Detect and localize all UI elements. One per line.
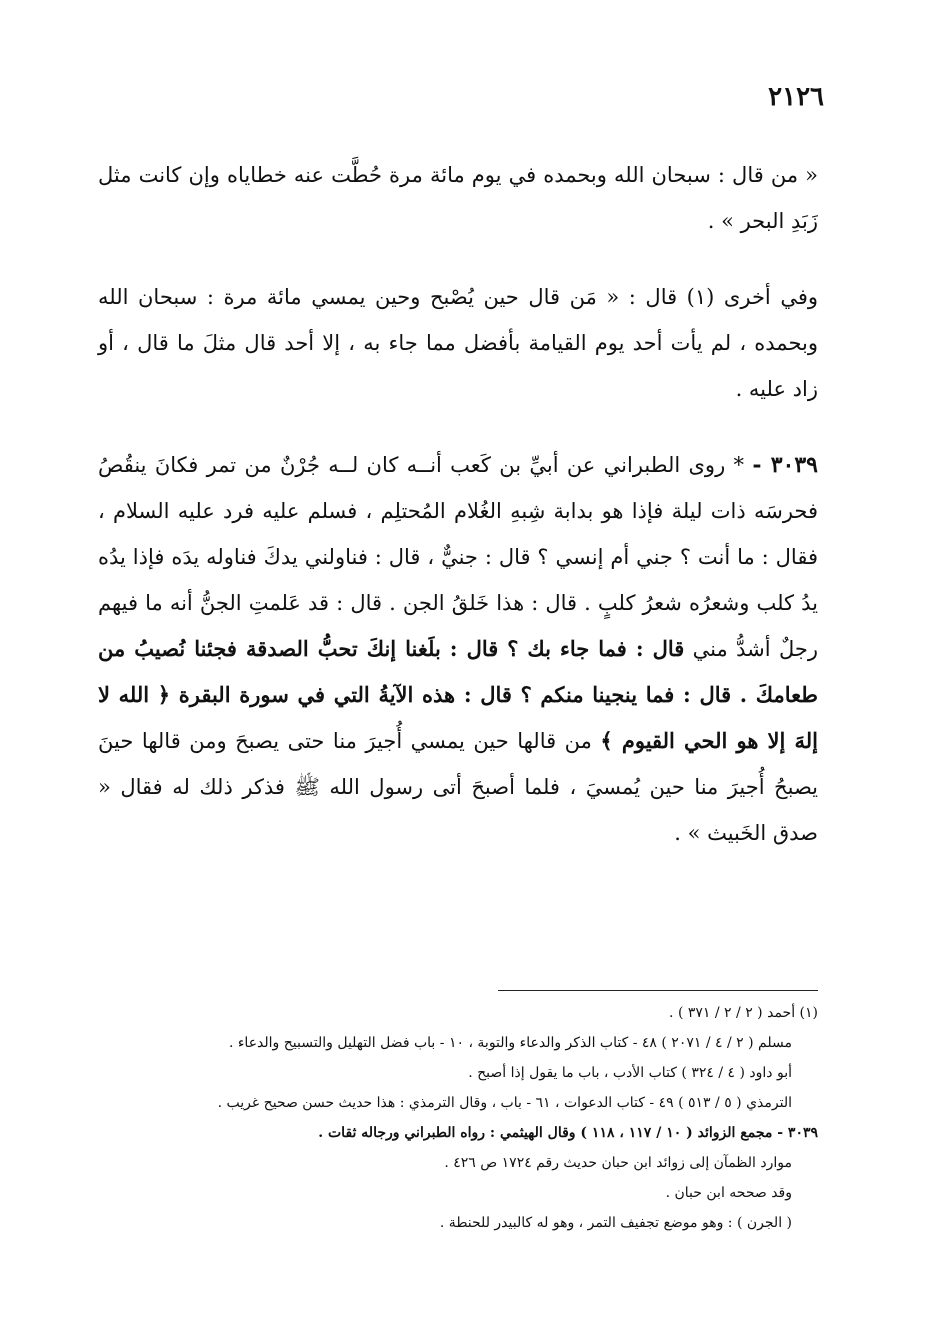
footnote-line: أبو داود ( ٤ / ٣٢٤ ) كتاب الأدب ، باب ما يقول إذا أصبح .: [468, 1065, 792, 1081]
main-text: [98, 152, 818, 856]
footnote-line: مسلم ( ٢ / ٤ / ٢٠٧١ ) ٤٨ - كتاب الذكر والدعاء والتوبة ، ١٠ - باب فضل التهليل والتسبيح والدعاء .: [228, 1035, 792, 1051]
footnote-line: ( الجرن ) : وهو موضع تجفيف التمر ، وهو له كالبيدر للحنطة .: [439, 1215, 792, 1231]
hadith-number: ٣٠٣٩ -: [752, 452, 818, 478]
footnotes: [98, 998, 818, 1238]
paragraph-gap: [98, 412, 818, 442]
paragraph-2: وفي أخرى (١) قال : « مَن قال حين يُصْبح وحين يمسي مائة مرة : سبحان الله وبحمده ، لم يأت أحد يوم القيامة بأفضل مما جاء به ، إلا أحد قال مثلَ ما قال ، أو زاد عليه .: [98, 285, 819, 401]
paragraph-3: [98, 442, 818, 856]
footnote-line: (١) أحمد ( ٢ / ٢ / ٣٧١ ) .: [669, 1005, 818, 1021]
footnote-divider: [498, 990, 818, 991]
footnote-line: ٣٠٣٩ - مجمع الزوائد ( ١٠ / ١١٧ ، ١١٨ ) وقال الهيثمي : رواه الطبراني ورجاله ثقات .: [318, 1125, 818, 1141]
paragraph-gap: [98, 244, 818, 274]
paragraph-3-bold-text: قال : فما جاء بك ؟ قال : بلَغنا إنكَ تحبُّ الصدقة فجئنا نُصيبُ من طعامكَ . قال : فما ينجينا منكم ؟ قال : هذه الآيةُ التي في سورة البقرة ﴿ الله لا إلهَ إلا هو الحي القيوم ﴾: [98, 636, 818, 753]
footnote-line: موارد الظمآن إلى زوائد ابن حبان حديث رقم ١٧٢٤ ص ٤٢٦ .: [444, 1155, 792, 1171]
footnote-line: الترمذي ( ٥ / ٥١٣ ) ٤٩ - كتاب الدعوات ، ٦١ - باب ، وقال الترمذي : هذا حديث حسن صحيح غريب .: [217, 1095, 792, 1111]
paragraph-3-text-end: من قالها حين يمسي أُجيرَ منا حتى يصبحَ ومن قالها حينَ يصبحُ أُجيرَ منا حين يُمسيَ ، فلما أصبحَ أتى رسول الله ﷺ فذكر ذلك له فقال « صدق الخَبيث » .: [98, 729, 818, 845]
page-number: ٢١٢٦: [768, 82, 824, 112]
paragraph-3-text: * روى الطبراني عن أبيِّ بن كَعب أنــه كان لــه جُرْنٌ من تمر فكانَ ينقُصُ فحرسَه ذات ليلة فإذا هو بدابة شِبهِ الغُلام المُحتلِم ، فسلم عليه فرد عليه السلام ، فقال : ما أنت ؟ جني أم إنسي ؟ قال : جنيٌّ ، قال : فناولني يدكَ فناوله يدَه فإذا يدُه يدُ كلب وشعرُه شعرُ كلبٍ . قال : هذا خَلقُ الجن . قال : قد عَلمتِ الجنُّ أنه ما فيهم رجلٌ أشدُّ مني: [98, 453, 818, 661]
footnote-line: وقد صححه ابن حبان .: [665, 1185, 792, 1201]
paragraph-1: « من قال : سبحان الله وبحمده في يوم مائة مرة حُطَّت عنه خطاياه وإن كانت مثل زَبَدِ البحر » .: [98, 163, 818, 233]
